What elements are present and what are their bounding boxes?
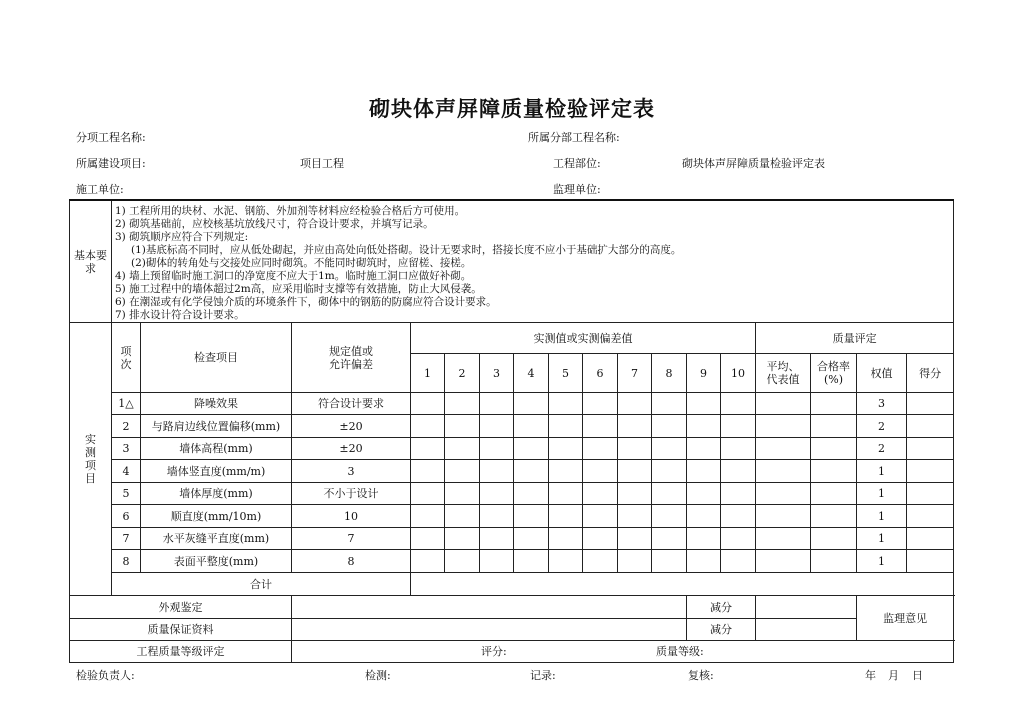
- grade-label: 质量等级:: [656, 645, 704, 658]
- value-cell[interactable]: [549, 505, 583, 528]
- table-row: [70, 415, 954, 438]
- value-cell[interactable]: [514, 438, 549, 460]
- value-cell[interactable]: [445, 528, 480, 550]
- supervision-opinion-label: 监理意见: [857, 596, 954, 641]
- value-cell[interactable]: [480, 528, 514, 550]
- contractor-label: 施工单位:: [76, 183, 124, 196]
- avg-cell[interactable]: [756, 505, 811, 528]
- value-cell[interactable]: [687, 438, 721, 460]
- value-cell[interactable]: [480, 438, 514, 460]
- value-cell[interactable]: [652, 438, 687, 460]
- value-cell[interactable]: [514, 460, 549, 483]
- row-weight: 2: [857, 438, 907, 460]
- measure-col-1: 1: [411, 354, 445, 393]
- value-cell[interactable]: [618, 415, 652, 438]
- score-cell[interactable]: [907, 393, 954, 415]
- col-spec: 规定值或允许偏差: [292, 323, 411, 393]
- value-cell[interactable]: [411, 415, 445, 438]
- value-cell[interactable]: [687, 393, 721, 415]
- row-spec: 7: [292, 528, 411, 550]
- value-cell[interactable]: [549, 528, 583, 550]
- avg-cell[interactable]: [756, 393, 811, 415]
- value-cell[interactable]: [618, 505, 652, 528]
- value-cell[interactable]: [583, 528, 618, 550]
- requirement-line: 3) 砌筑顺序应符合下列规定:: [115, 231, 249, 243]
- measure-col-7: 7: [618, 354, 652, 393]
- row-weight: 3: [857, 393, 907, 415]
- row-item: 水平灰缝平直度(mm): [141, 528, 292, 550]
- value-cell[interactable]: [549, 550, 583, 573]
- requirement-line: 2) 砌筑基础前，应校核基坑放线尺寸，符合设计要求，并填写记录。: [115, 218, 434, 230]
- table-row: [70, 528, 954, 550]
- value-cell[interactable]: [445, 550, 480, 573]
- date-day: 日: [912, 669, 923, 682]
- measure-col-3: 3: [480, 354, 514, 393]
- value-cell[interactable]: [445, 393, 480, 415]
- value-cell[interactable]: [652, 483, 687, 505]
- value-cell[interactable]: [721, 415, 756, 438]
- pass-cell[interactable]: [811, 438, 857, 460]
- value-cell[interactable]: [549, 415, 583, 438]
- value-cell[interactable]: [618, 528, 652, 550]
- value-cell[interactable]: [480, 550, 514, 573]
- value-cell[interactable]: [687, 483, 721, 505]
- value-cell[interactable]: [411, 528, 445, 550]
- avg-cell[interactable]: [756, 415, 811, 438]
- record-label: 记录:: [530, 669, 556, 682]
- value-cell[interactable]: [687, 505, 721, 528]
- col-quality-eval: 质量评定: [756, 323, 954, 354]
- value-cell[interactable]: [480, 393, 514, 415]
- row-weight: 1: [857, 550, 907, 573]
- requirement-line: 4) 墙上预留临时施工洞口的净宽度不应大于1m。临时施工洞口应做好补砌。: [115, 270, 472, 282]
- qa-data-label: 质量保证资料: [70, 619, 292, 641]
- row-spec: 10: [292, 505, 411, 528]
- value-cell[interactable]: [721, 550, 756, 573]
- value-cell[interactable]: [411, 393, 445, 415]
- avg-cell[interactable]: [756, 550, 811, 573]
- col-measured-values: 实测值或实测偏差值: [411, 323, 756, 354]
- basic-requirements-text: [112, 200, 954, 323]
- check-label: 检测:: [365, 669, 391, 682]
- value-cell[interactable]: [652, 415, 687, 438]
- score-cell[interactable]: [907, 438, 954, 460]
- date-month: 月: [888, 669, 899, 682]
- score-cell[interactable]: [907, 528, 954, 550]
- construction-project-value: 项目工程: [300, 157, 344, 170]
- value-cell[interactable]: [411, 505, 445, 528]
- row-weight: 1: [857, 528, 907, 550]
- row-no: 5: [112, 483, 141, 505]
- value-cell[interactable]: [549, 460, 583, 483]
- row-spec: 3: [292, 460, 411, 483]
- construction-project-label: 所属建设项目:: [76, 157, 146, 170]
- division-label: 所属分部工程名称:: [528, 131, 620, 144]
- value-cell[interactable]: [652, 550, 687, 573]
- row-item: 墙体高程(mm): [141, 438, 292, 460]
- col-check-item: 检查项目: [141, 323, 292, 393]
- avg-cell[interactable]: [756, 438, 811, 460]
- value-cell[interactable]: [480, 505, 514, 528]
- value-cell[interactable]: [583, 415, 618, 438]
- inspection-table: [69, 199, 954, 663]
- row-weight: 2: [857, 415, 907, 438]
- value-cell[interactable]: [445, 505, 480, 528]
- value-cell[interactable]: [721, 438, 756, 460]
- value-cell[interactable]: [411, 460, 445, 483]
- value-cell[interactable]: [583, 505, 618, 528]
- measure-col-4: 4: [514, 354, 549, 393]
- total-label: 合计: [112, 573, 411, 596]
- value-cell[interactable]: [480, 415, 514, 438]
- score-cell[interactable]: [907, 505, 954, 528]
- qa-deduct-value[interactable]: [756, 619, 857, 641]
- value-cell[interactable]: [618, 483, 652, 505]
- table-row: [70, 438, 954, 460]
- pass-cell[interactable]: [811, 393, 857, 415]
- row-weight: 1: [857, 505, 907, 528]
- pass-cell[interactable]: [811, 415, 857, 438]
- row-item: 墙体竖直度(mm/m): [141, 460, 292, 483]
- appearance-value[interactable]: [292, 596, 687, 619]
- value-cell[interactable]: [514, 393, 549, 415]
- value-cell[interactable]: [411, 483, 445, 505]
- measure-col-2: 2: [445, 354, 480, 393]
- row-spec: 不小于设计: [292, 483, 411, 505]
- value-cell[interactable]: [514, 415, 549, 438]
- qa-deduct-label: 减分: [687, 619, 756, 641]
- appearance-deduct-label: 减分: [687, 596, 756, 619]
- row-no: 8: [112, 550, 141, 573]
- row-item: 与路肩边线位置偏移(mm): [141, 415, 292, 438]
- value-cell[interactable]: [583, 393, 618, 415]
- date-year: 年: [865, 669, 876, 682]
- row-no: 6: [112, 505, 141, 528]
- value-cell[interactable]: [618, 438, 652, 460]
- score-cell[interactable]: [907, 415, 954, 438]
- avg-cell[interactable]: [756, 460, 811, 483]
- value-cell[interactable]: [721, 393, 756, 415]
- value-cell[interactable]: [583, 438, 618, 460]
- row-no: 7: [112, 528, 141, 550]
- value-cell[interactable]: [687, 550, 721, 573]
- value-cell[interactable]: [721, 483, 756, 505]
- row-no: 4: [112, 460, 141, 483]
- pass-cell[interactable]: [811, 505, 857, 528]
- score-cell[interactable]: [907, 483, 954, 505]
- measure-col-5: 5: [549, 354, 583, 393]
- value-cell[interactable]: [652, 505, 687, 528]
- value-cell[interactable]: [480, 460, 514, 483]
- value-cell[interactable]: [687, 415, 721, 438]
- value-cell[interactable]: [583, 550, 618, 573]
- value-cell[interactable]: [652, 393, 687, 415]
- requirement-line: (1)基底标高不同时，应从低处砌起，并应由高处向低处搭砌。设计无要求时，搭接长度不应小于基础扩大部分的高度。: [131, 244, 682, 256]
- inspector-label: 检验负责人:: [76, 669, 135, 682]
- value-cell[interactable]: [445, 483, 480, 505]
- table-row: [70, 393, 954, 415]
- score-cell[interactable]: [907, 460, 954, 483]
- requirement-line: (2)砌体的转角处与交接处应同时砌筑。不能同时砌筑时，应留槎、接槎。: [131, 257, 472, 269]
- pass-cell[interactable]: [811, 483, 857, 505]
- row-item: 墙体厚度(mm): [141, 483, 292, 505]
- col-item-no: 项次: [112, 323, 141, 393]
- measure-col-9: 9: [687, 354, 721, 393]
- avg-cell[interactable]: [756, 483, 811, 505]
- value-cell[interactable]: [618, 460, 652, 483]
- basic-requirements-label: 基本要求: [70, 200, 112, 323]
- score-cell[interactable]: [907, 550, 954, 573]
- value-cell[interactable]: [411, 438, 445, 460]
- row-item: 表面平整度(mm): [141, 550, 292, 573]
- measure-col-8: 8: [652, 354, 687, 393]
- table-row: [70, 460, 954, 483]
- value-cell[interactable]: [618, 550, 652, 573]
- value-cell[interactable]: [514, 528, 549, 550]
- value-cell[interactable]: [652, 528, 687, 550]
- table-row: [70, 483, 954, 505]
- value-cell[interactable]: [687, 460, 721, 483]
- row-no: 3: [112, 438, 141, 460]
- page-title: 砌块体声屏障质量检验评定表: [369, 97, 655, 121]
- requirement-line: 1) 工程所用的块材、水泥、钢筋、外加剂等材料应经检验合格后方可使用。: [115, 205, 466, 217]
- value-cell[interactable]: [687, 528, 721, 550]
- value-cell[interactable]: [514, 550, 549, 573]
- table-row: [70, 550, 954, 573]
- grade-eval-value: [292, 641, 954, 663]
- review-label: 复核:: [688, 669, 714, 682]
- row-weight: 1: [857, 483, 907, 505]
- value-cell[interactable]: [583, 483, 618, 505]
- measure-col-6: 6: [583, 354, 618, 393]
- value-cell[interactable]: [618, 393, 652, 415]
- value-cell[interactable]: [480, 483, 514, 505]
- value-cell[interactable]: [549, 393, 583, 415]
- requirement-line: 6) 在潮湿或有化学侵蚀介质的环境条件下，砌体中的钢筋的防腐应符合设计要求。: [115, 296, 497, 308]
- grade-eval-label: 工程质量等级评定: [70, 641, 292, 663]
- value-cell[interactable]: [445, 438, 480, 460]
- score-label: 评分:: [481, 645, 507, 658]
- row-spec: ±20: [292, 438, 411, 460]
- row-item: 降噪效果: [141, 393, 292, 415]
- col-pass-rate: 合格率(%): [811, 354, 857, 393]
- qa-data-value[interactable]: [292, 619, 687, 641]
- table-row: [70, 505, 954, 528]
- value-cell[interactable]: [549, 483, 583, 505]
- row-no: 2: [112, 415, 141, 438]
- value-cell[interactable]: [652, 460, 687, 483]
- value-cell[interactable]: [721, 460, 756, 483]
- sub-project-label: 分项工程名称:: [76, 131, 146, 144]
- value-cell[interactable]: [514, 505, 549, 528]
- pass-cell[interactable]: [811, 550, 857, 573]
- row-no: 1△: [112, 393, 141, 415]
- value-cell[interactable]: [445, 415, 480, 438]
- appearance-label: 外观鉴定: [70, 596, 292, 619]
- measured-items-label: 实测项目: [70, 323, 112, 596]
- total-value-cell[interactable]: [411, 573, 954, 596]
- value-cell[interactable]: [549, 438, 583, 460]
- work-part-label: 工程部位:: [553, 157, 601, 170]
- pass-cell[interactable]: [811, 460, 857, 483]
- row-weight: 1: [857, 460, 907, 483]
- requirement-line: 7) 排水设计符合设计要求。: [115, 309, 245, 321]
- measure-col-10: 10: [721, 354, 756, 393]
- avg-cell[interactable]: [756, 528, 811, 550]
- value-cell[interactable]: [721, 505, 756, 528]
- col-weight: 权值: [857, 354, 907, 393]
- value-cell[interactable]: [445, 460, 480, 483]
- row-spec: 8: [292, 550, 411, 573]
- row-spec: ±20: [292, 415, 411, 438]
- value-cell[interactable]: [583, 460, 618, 483]
- work-part-value: 砌块体声屏障质量检验评定表: [682, 157, 825, 170]
- requirement-line: 5) 施工过程中的墙体超过2m高，应采用临时支撑等有效措施，防止大风侵袭。: [115, 283, 482, 295]
- appearance-deduct-value[interactable]: [756, 596, 857, 619]
- supervisor-label: 监理单位:: [553, 183, 601, 196]
- row-item: 顺直度(mm/10m): [141, 505, 292, 528]
- value-cell[interactable]: [514, 483, 549, 505]
- row-spec: 符合设计要求: [292, 393, 411, 415]
- value-cell[interactable]: [411, 550, 445, 573]
- pass-cell[interactable]: [811, 528, 857, 550]
- value-cell[interactable]: [721, 528, 756, 550]
- col-average: 平均、代表值: [756, 354, 811, 393]
- col-score: 得分: [907, 354, 954, 393]
